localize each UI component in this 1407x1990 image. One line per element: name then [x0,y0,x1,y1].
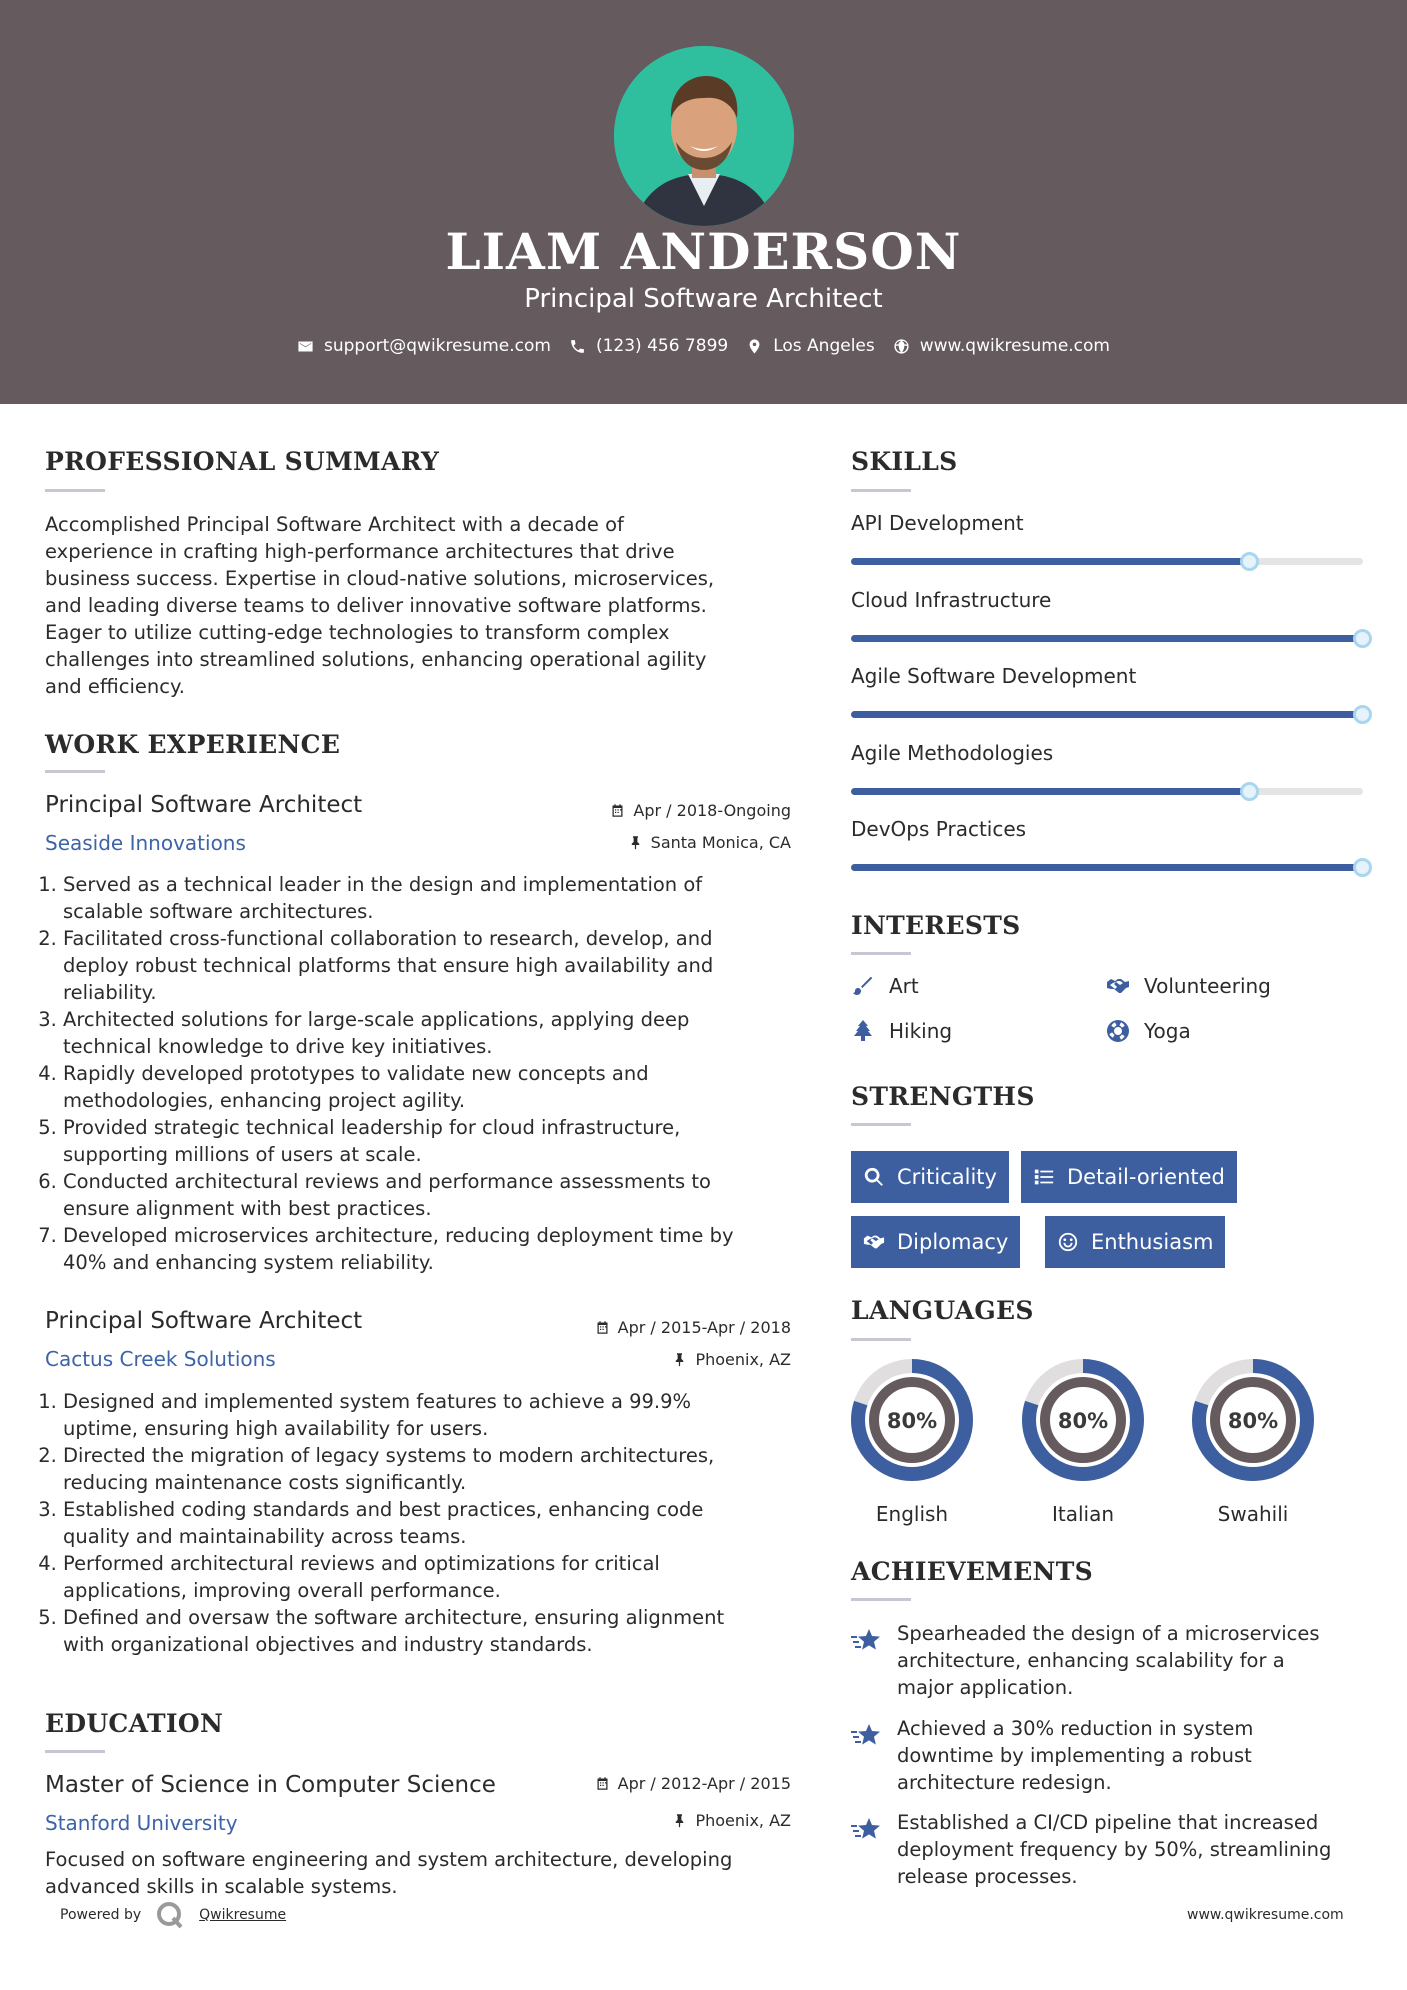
resume-header [0,0,1407,404]
qwikresume-link[interactable]: Qwikresume [199,1907,287,1923]
contact-phone[interactable] [569,336,728,356]
list-icon [1033,1166,1055,1188]
contact-email[interactable] [297,336,551,356]
job-dates-text: Apr / 2018-Ongoing [633,801,791,820]
job-duties-list [45,1388,805,1658]
list-item: 3. Established coding standards and best practices, enhancing code quality and maintainability across teams. [63,1496,805,1550]
list-item: 3. Architected solutions for large-scale applications, applying deep technical knowledge to drive key initiatives. [63,1006,805,1060]
language-name: Italian [1051,1502,1115,1526]
achievements-heading: ACHIEVEMENTS [851,1557,1093,1586]
skill-bar-fill [851,864,1363,871]
list-item: 5. Provided strategic technical leadership for cloud infrastructure, supporting millions of users at scale. [63,1114,805,1168]
avatar [614,46,794,226]
star-icon [851,1626,881,1656]
job-duties-list [45,871,805,1276]
job-location [672,1350,791,1369]
calendar-icon [595,1320,610,1335]
pushpin-icon [672,1352,687,1367]
strength-badge: Diplomacy [851,1216,1020,1268]
degree-title: Master of Science in Computer Science [45,1772,496,1798]
contact-location [746,336,875,356]
powered-by [60,1900,286,1930]
language-item [1191,1358,1315,1526]
contact-website[interactable] [893,336,1110,356]
job-title: Principal Software Architect [45,792,363,818]
experience-heading: WORK EXPERIENCE [45,730,341,759]
handshake-icon [1106,974,1130,998]
language-name: English [875,1502,949,1526]
strengths-underline [851,1123,911,1126]
language-percent: 80% [1227,1409,1279,1433]
map-pin-icon [746,338,763,355]
strength-badge: Detail-oriented [1021,1151,1237,1203]
languages-underline [851,1338,911,1341]
list-item: 1. Designed and implemented system features to achieve a 99.9% uptime, ensuring high availability for users. [63,1388,805,1442]
interest-item: Hiking [851,1019,952,1043]
contact-row [0,336,1407,356]
skill-label: API Development [851,511,1024,535]
location-text: Los Angeles [773,336,875,356]
language-item [850,1358,974,1526]
summary-line: business success. Expertise in cloud-native solutions, microservices, [45,567,715,590]
summary-text [45,511,795,700]
email-text: support@qwikresume.com [324,336,551,356]
language-item [1021,1358,1145,1526]
candidate-title: Principal Software Architect [524,284,883,314]
summary-heading: PROFESSIONAL SUMMARY [45,447,440,476]
powered-by-text: Powered by [60,1907,142,1923]
skill-bar-fill [851,711,1363,718]
list-item: 5. Defined and oversaw the software architecture, ensuring alignment with organizational objectives and industry standards. [63,1604,805,1658]
achievement-item: Established a CI/CD pipeline that increased deployment frequency by 50%, streamlining release processes. [851,1809,1371,1890]
education-location [672,1811,791,1830]
language-name: Swahili [1217,1502,1289,1526]
strengths-heading: STRENGTHS [851,1082,1035,1111]
person-photo-icon [614,46,794,226]
language-percent: 80% [1057,1409,1109,1433]
achievement-item: Spearheaded the design of a microservices architecture, enhancing scalability for a major application. [851,1620,1371,1701]
languages-heading: LANGUAGES [851,1296,1034,1325]
summary-line: experience in crafting high-performance architectures that drive [45,540,675,563]
achievement-item: Achieved a 30% reduction in system downtime by implementing a robust architecture redesign. [851,1715,1371,1796]
list-item: 2. Facilitated cross-functional collaboration to research, develop, and deploy robust technical platforms that ensure high availability and reliability. [63,925,805,1006]
skill-bar-knob [1240,552,1259,571]
skills-underline [851,489,911,492]
school-name: Stanford University [45,1811,238,1835]
interest-item: Volunteering [1106,974,1271,998]
education-dates-text: Apr / 2012-Apr / 2015 [617,1774,791,1793]
skill-label: Agile Methodologies [851,740,1054,765]
star-icon [851,1815,881,1845]
summary-line: and leading diverse teams to deliver innovative software platforms. [45,594,707,617]
envelope-icon [297,338,314,355]
interests-underline [851,952,911,955]
skill-label: Agile Software Development [851,664,1137,688]
summary-line: Accomplished Principal Software Architect with a decade of [45,513,624,536]
summary-line: and efficiency. [45,675,185,698]
education-description: Focused on software engineering and system architecture, developing advanced skills in scalable systems. [45,1848,733,1898]
calendar-icon [610,803,625,818]
list-item: 2. Directed the migration of legacy systems to modern architectures, reducing maintenance costs significantly. [63,1442,805,1496]
strength-badge: Criticality [851,1151,1009,1203]
qwikresume-logo-icon [155,1900,185,1930]
interests-heading: INTERESTS [851,911,1021,940]
job-location-text: Phoenix, AZ [695,1350,791,1369]
job-dates [595,1318,791,1337]
company-name: Cactus Creek Solutions [45,1347,276,1371]
skill-bar [851,788,1363,795]
interest-item: Yoga [1106,1019,1191,1043]
skill-bar-knob [1353,858,1372,877]
skill-bar-knob [1353,629,1372,648]
job-title: Principal Software Architect [45,1308,363,1334]
strength-badge: Enthusiasm [1045,1216,1225,1268]
website-text: www.qwikresume.com [919,336,1110,356]
language-percent: 80% [886,1409,938,1433]
summary-line: Eager to utilize cutting-edge technologies to transform complex [45,621,670,644]
skill-bar-knob [1240,782,1259,801]
list-item: 4. Rapidly developed prototypes to validate new concepts and methodologies, enhancing project agility. [63,1060,805,1114]
calendar-icon [595,1776,610,1791]
experience-underline [45,770,105,773]
interest-item: Art [851,974,919,998]
skill-bar-fill [851,558,1250,565]
globe-icon [893,338,910,355]
education-heading: EDUCATION [45,1709,224,1738]
star-icon [851,1721,881,1751]
search-icon [863,1166,885,1188]
summary-underline [45,489,105,492]
skills-heading: SKILLS [851,447,958,476]
pushpin-icon [628,835,643,850]
job-dates [610,801,791,820]
skill-bar-fill [851,788,1250,795]
education-dates [595,1774,791,1793]
job-location [628,833,791,852]
achievements-underline [851,1598,911,1601]
skill-bar-fill [851,635,1363,642]
language-donut [1021,1358,1145,1482]
list-item: 7. Developed microservices architecture, reducing deployment time by 40% and enhancing system reliability. [63,1222,805,1276]
candidate-name: LIAM ANDERSON [445,222,962,281]
language-donut [850,1358,974,1482]
company-name: Seaside Innovations [45,831,246,855]
phone-text: (123) 456 7899 [595,336,729,356]
skill-bar [851,711,1363,718]
list-item: 1. Served as a technical leader in the design and implementation of scalable software architectures. [63,871,805,925]
smile-icon [1057,1231,1079,1253]
skill-bar [851,864,1363,871]
job-location-text: Santa Monica, CA [650,833,791,852]
skill-bar-knob [1353,705,1372,724]
skill-label: Cloud Infrastructure [851,587,1052,612]
skill-label: DevOps Practices [851,817,1027,841]
skill-bar [851,635,1363,642]
lifebuoy-icon [1106,1019,1130,1043]
education-location-text: Phoenix, AZ [695,1811,791,1830]
skill-bar [851,558,1363,565]
handshake-icon [863,1231,885,1253]
list-item: 6. Conducted architectural reviews and performance assessments to ensure alignment with best practices. [63,1168,805,1222]
job-dates-text: Apr / 2015-Apr / 2018 [617,1318,791,1337]
summary-line: challenges into streamlined solutions, enhancing operational agility [45,648,707,671]
pushpin-icon [672,1813,687,1828]
list-item: 4. Performed architectural reviews and optimizations for critical applications, improving overall performance. [63,1550,805,1604]
phone-icon [569,338,586,355]
language-donut [1191,1358,1315,1482]
education-underline [45,1750,105,1753]
paintbrush-icon [851,974,875,998]
tree-icon [851,1019,875,1043]
footer-site[interactable]: www.qwikresume.com [1187,1907,1344,1923]
